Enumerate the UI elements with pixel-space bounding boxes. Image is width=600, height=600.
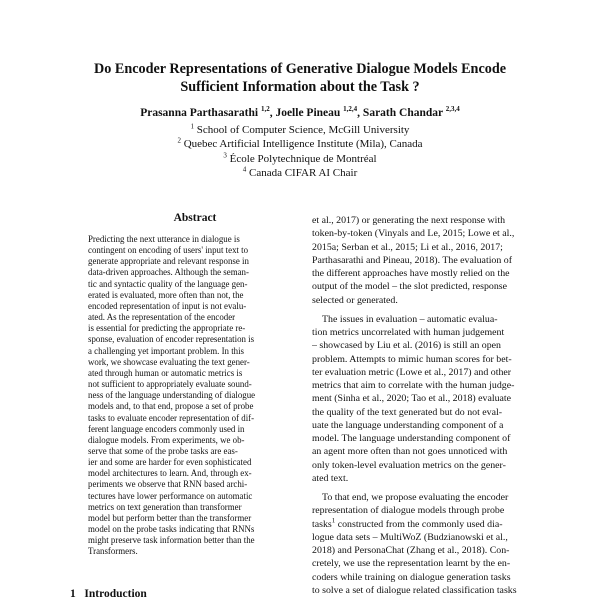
author-separator: , xyxy=(357,107,363,119)
text-line: a challenging yet important problem. In this xyxy=(88,345,245,356)
text-line: Predicting the next utterance in dialogue is xyxy=(88,234,240,244)
text-line: 2015a; Serban et al., 2015; Li et al., 2016, 2017; xyxy=(312,241,503,253)
text-fragment: constructed from the commonly used dia- xyxy=(335,518,503,530)
text-line: logue data sets – MultiWoZ (Budzianowski et al., xyxy=(312,531,508,543)
text-line: the quality of the text generated but do not eval- xyxy=(312,406,503,418)
author-separator: , xyxy=(269,107,276,119)
text-line: Parthasarathi and Pineau, 2018). The evaluation of xyxy=(312,254,513,266)
text-line: work, we showcase evaluating the text gener- xyxy=(88,356,250,367)
text-line: contingent on encoding of users' input text to xyxy=(88,245,249,256)
text-line: an agent more often than not goes unnoticed with xyxy=(312,446,508,458)
text-line: model architectures to learn. And, through ex- xyxy=(88,468,252,479)
affiliation-number: 2 xyxy=(177,136,181,145)
text-line: might preserve task information better than the xyxy=(88,535,255,546)
text-line: sponse, evaluation of encoder representation is xyxy=(88,334,255,345)
paragraph-3 xyxy=(312,491,536,597)
footnote-marker: 1 xyxy=(331,517,336,525)
text-line xyxy=(312,518,536,531)
text-line: – showcased by Liu et al. (2016) is still an open xyxy=(312,340,501,352)
text-line: model but perform better than the transformer xyxy=(88,512,252,523)
text-line: uate the language understanding component of a xyxy=(312,419,504,431)
text-line: model. The language understanding component of xyxy=(312,433,511,444)
text-line: ier and some are harder for even sophisticated xyxy=(88,457,252,468)
author-affiliation-marks: 1,2,4 xyxy=(343,105,358,114)
affiliation xyxy=(60,123,540,137)
affiliation-number: 3 xyxy=(223,150,227,159)
text-line: representation of dialogue models through probe xyxy=(312,505,505,517)
text-line: token-by-token (Vinyals and Le, 2015; Lowe et al., xyxy=(312,228,515,240)
author-name: Joelle Pineau xyxy=(275,107,341,119)
affiliation-text: School of Computer Science, McGill University xyxy=(196,124,410,136)
text-line: models and, to that end, propose a set of probe xyxy=(88,401,254,412)
text-line: Transformers. xyxy=(88,546,138,557)
text-line: tasks to evaluate encoder representation of dif- xyxy=(88,412,255,423)
affiliation xyxy=(60,152,540,166)
paragraph-2 xyxy=(312,313,536,485)
text-line: ter evaluation metric (Lowe et al., 2017) and other xyxy=(312,366,512,378)
section-heading-introduction xyxy=(70,588,147,600)
text-line: ferent language encoders commonly used in xyxy=(88,423,245,434)
affiliation-text: Canada CIFAR AI Chair xyxy=(248,166,358,179)
title-line-2: Sufficient Information about the Task ? xyxy=(180,79,420,95)
affiliation-text: École Polytechnique de Montréal xyxy=(229,152,377,165)
text-line: periments we observe that RNN based archi- xyxy=(88,479,248,490)
affiliation xyxy=(60,166,540,180)
paper-title xyxy=(60,60,540,96)
text-line: generate appropriate and relevant response in xyxy=(88,256,249,267)
text-line: tion metrics uncorrelated with human judgement xyxy=(312,327,505,338)
text-fragment: tasks xyxy=(312,518,332,530)
text-line: erated is evaluated, more often than not, the xyxy=(88,289,244,300)
text-line: dialogue models. From experiments, we ob- xyxy=(88,434,245,445)
author-name: Prasanna Parthasarathi xyxy=(140,107,259,119)
author-affiliation-marks: 1,2 xyxy=(260,105,270,114)
right-column-text xyxy=(312,214,536,597)
text-line: metrics on text generation than transformer xyxy=(88,501,242,512)
text-line: ness of the language understanding of dialogue xyxy=(88,390,256,401)
affiliation xyxy=(60,137,540,151)
author-list xyxy=(60,106,540,120)
text-line: metrics that aim to correlate with the human judge- xyxy=(312,380,515,391)
text-line: selected or generated. xyxy=(312,294,398,306)
author-name: Sarath Chandar xyxy=(362,107,443,119)
affiliation-number: 4 xyxy=(242,165,247,174)
text-line: output of the model – the slot predicted, response xyxy=(312,281,507,293)
text-line: data-driven approaches. Although the seman- xyxy=(88,267,249,278)
text-line: to solve a set of dialogue related classification tasks xyxy=(312,584,517,596)
text-line: To that end, we propose evaluating the encoder xyxy=(322,492,509,503)
text-line: coders while training on dialogue generation tasks xyxy=(312,571,511,583)
text-line: the different approaches have mostly relied on the xyxy=(312,268,510,279)
text-line: is essential for predicting the appropriate re- xyxy=(88,323,246,334)
text-line: ated text. xyxy=(312,472,349,484)
text-line: tectures have lower performance on automatic xyxy=(88,490,253,501)
text-line: serve that some of the probe tasks are eas- xyxy=(88,445,238,456)
text-line: ated through human or automatic metrics is xyxy=(88,367,243,378)
text-line: only token-level evaluation metrics on the gener- xyxy=(312,459,506,471)
text-line: model on the probe tasks indicating that RNNs xyxy=(88,524,255,535)
author-affiliation-marks: 2,3,4 xyxy=(445,105,460,114)
text-line: ated. As the representation of the encoder xyxy=(88,312,236,323)
text-line: cretely, we use the representation learnt by the en- xyxy=(312,558,511,570)
text-line: problem. Attempts to mimic human scores for bet- xyxy=(312,353,512,365)
text-line: 2018) and PersonaChat (Zhang et al., 2018). Con- xyxy=(312,545,510,556)
affiliation-number: 1 xyxy=(190,122,195,131)
section-title: Introduction xyxy=(84,588,147,600)
text-line: not sufficient to appropriately evaluate sound- xyxy=(88,379,252,390)
affiliation-text: Quebec Artificial Intelligence Institute (Mila), Canada xyxy=(183,138,423,151)
text-line: The issues in evaluation – automatic evalua- xyxy=(322,313,498,325)
title-line-1: Do Encoder Representations of Generative Dialogue Models Encode xyxy=(93,61,507,77)
text-line: et al., 2017) or generating the next response with xyxy=(312,215,506,226)
abstract-heading: Abstract xyxy=(173,212,217,224)
paragraph-1 xyxy=(312,214,536,307)
paragraph-3-continued xyxy=(312,531,536,597)
affiliations xyxy=(60,123,540,180)
text-line: tic and syntactic quality of the language gen- xyxy=(88,278,248,289)
abstract-body xyxy=(88,234,302,558)
text-line: encoded representation of input is not evalu- xyxy=(88,300,247,311)
section-number: 1 xyxy=(70,588,76,600)
text-line: ment (Sinha et al., 2020; Tao et al., 2018) evaluate xyxy=(312,393,512,405)
